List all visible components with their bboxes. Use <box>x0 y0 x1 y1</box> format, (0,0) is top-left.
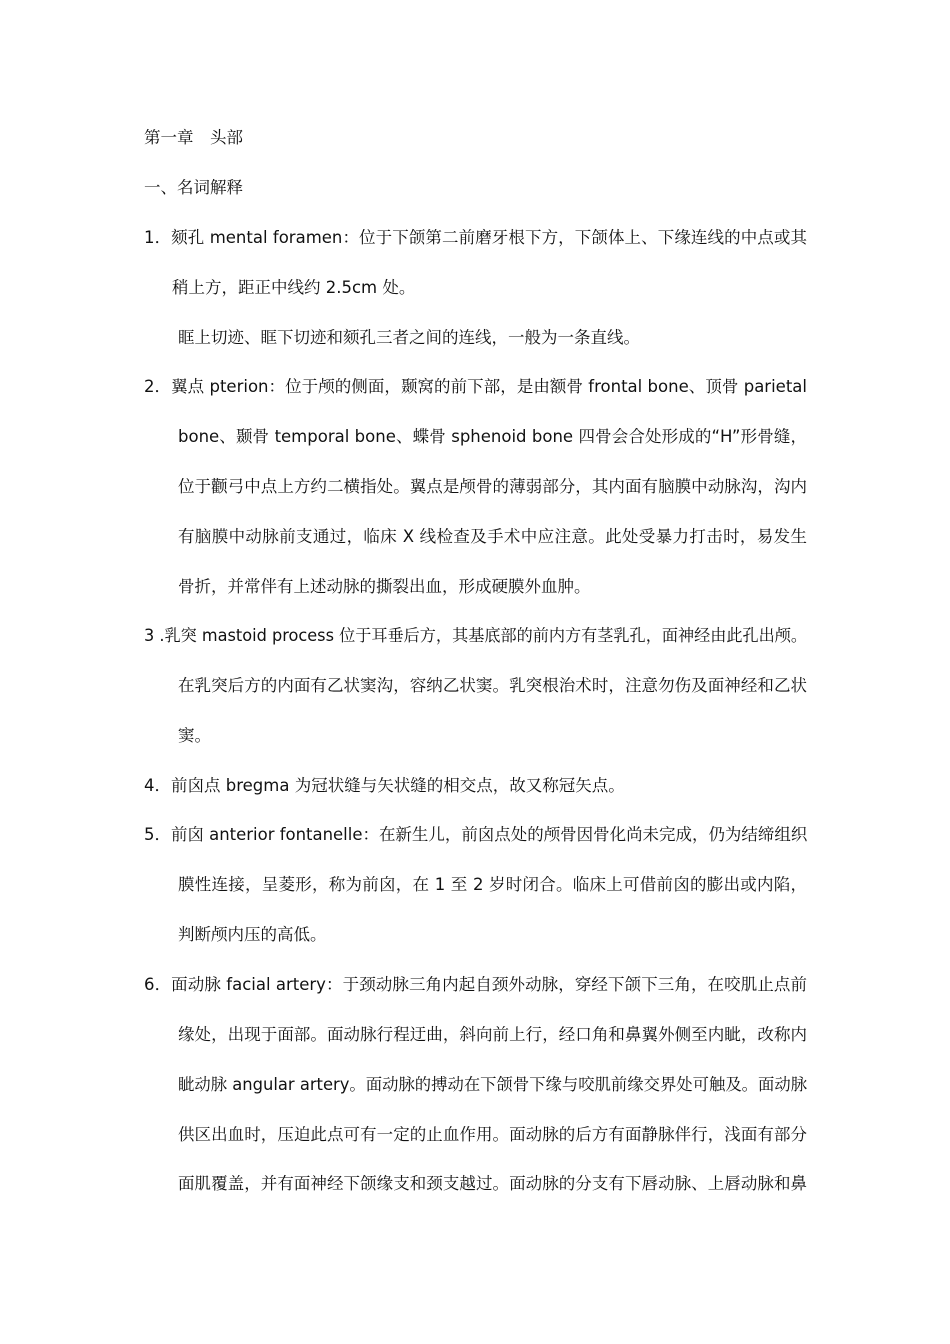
entry-1-line-2: 稍上方，距正中线约 2.5cm 处。 <box>172 278 416 297</box>
entry-5-line-3: 判断颅内压的高低。 <box>178 925 327 944</box>
entry-1-line-3: 眶上切迹、眶下切迹和颏孔三者之间的连线，一般为一条直线。 <box>178 328 640 347</box>
entry-2-line-4: 有脑膜中动脉前支通过，临床 X 线检查及手术中应注意。此处受暴力打击时，易发生 <box>178 527 807 546</box>
entry-2-line-1: 2．翼点 pterion：位于颅的侧面，颞窝的前下部，是由额骨 frontal bone、顶骨 parietal <box>144 377 807 396</box>
chapter-title: 第一章 头部 <box>144 128 243 147</box>
entry-5-line-2: 膜性连接，呈菱形，称为前囟，在 1 至 2 岁时闭合。临床上可借前囟的膨出或内陷， <box>178 875 807 894</box>
entry-1-line-1: 1．颏孔 mental foramen：位于下颌第二前磨牙根下方，下颌体上、下缘连线的中点或其 <box>144 228 807 247</box>
entry-5-line-1: 5．前囟 anterior fontanelle：在新生儿，前囟点处的颅骨因骨化尚未完成，仍为结缔组织 <box>144 825 808 844</box>
entry-6-line-3: 眦动脉 angular artery。面动脉的搏动在下颌骨下缘与咬肌前缘交界处可触及。面动脉 <box>178 1075 808 1094</box>
entry-3-line-1: 3 .乳突 mastoid process 位于耳垂后方，其基底部的前内方有茎乳孔，面神经由此孔出颅。 <box>144 626 808 645</box>
entry-3-line-3: 窦。 <box>178 726 211 745</box>
entry-6-line-1: 6．面动脉 facial artery：于颈动脉三角内起自颈外动脉，穿经下颌下三角，在咬肌止点前 <box>144 975 807 994</box>
entry-2-line-2: bone、颞骨 temporal bone、蝶骨 sphenoid bone 四骨会合处形成的“H”形骨缝， <box>178 427 807 446</box>
entry-3-line-2: 在乳突后方的内面有乙状窦沟，容纳乙状窦。乳突根治术时，注意勿伤及面神经和乙状 <box>178 676 807 695</box>
entry-2-line-5: 骨折，并常伴有上述动脉的撕裂出血，形成硬膜外血肿。 <box>178 577 591 596</box>
entry-4-line-1: 4．前囟点 bregma 为冠状缝与矢状缝的相交点，故又称冠矢点。 <box>144 776 625 795</box>
section-title: 一、名词解释 <box>144 178 243 197</box>
entry-6-line-5: 面肌覆盖，并有面神经下颌缘支和颈支越过。面动脉的分支有下唇动脉、上唇动脉和鼻 <box>178 1174 807 1193</box>
entry-2-line-3: 位于颧弓中点上方约二横指处。翼点是颅骨的薄弱部分，其内面有脑膜中动脉沟，沟内 <box>178 477 807 496</box>
entry-6-line-4: 供区出血时，压迫此点可有一定的止血作用。面动脉的后方有面静脉伴行，浅面有部分 <box>178 1125 807 1144</box>
entry-6-line-2: 缘处，出现于面部。面动脉行程迂曲，斜向前上行，经口角和鼻翼外侧至内眦，改称内 <box>178 1025 807 1044</box>
